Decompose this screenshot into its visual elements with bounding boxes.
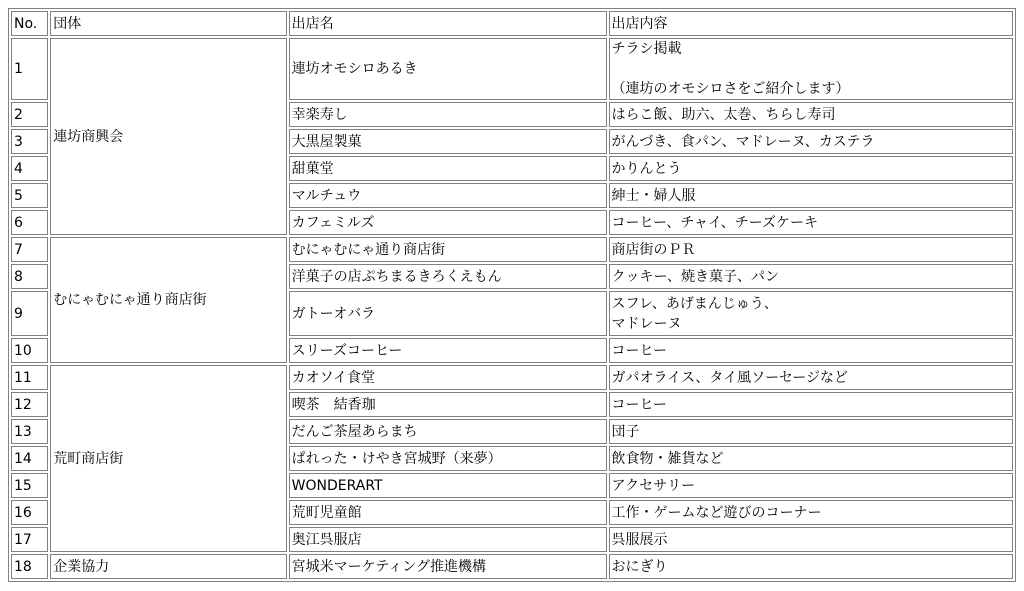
- row-number: 14: [11, 446, 48, 471]
- table-header-row: [11, 11, 1013, 36]
- row-number: 18: [11, 554, 48, 579]
- page: [8, 8, 1016, 582]
- content-line: チラシ掲載: [611, 41, 682, 57]
- group-name: 企業協力: [50, 554, 286, 579]
- shop-content: がんづき、食パン、マドレーヌ、カステラ: [609, 129, 1013, 154]
- shop-content: [609, 38, 1013, 100]
- shop-content: かりんとう: [609, 156, 1013, 181]
- row-number: 11: [11, 365, 48, 390]
- row-number: 1: [11, 38, 48, 100]
- shop-name: むにゃむにゃ通り商店街: [289, 237, 607, 262]
- shop-content: おにぎり: [609, 554, 1013, 579]
- group-name: 荒町商店街: [50, 365, 286, 552]
- row-number: 5: [11, 183, 48, 208]
- shop-table: [8, 8, 1016, 582]
- shop-name: 宮城米マーケティング推進機構: [289, 554, 607, 579]
- row-number: 2: [11, 102, 48, 127]
- shop-name: 荒町児童館: [289, 500, 607, 525]
- shop-content: コーヒー、チャイ、チーズケーキ: [609, 210, 1013, 235]
- row-number: 10: [11, 338, 48, 363]
- row-number: 3: [11, 129, 48, 154]
- header-content: 出店内容: [609, 11, 1013, 36]
- shop-content: 団子: [609, 419, 1013, 444]
- content-line: スフレ、あげまんじゅう、: [611, 295, 778, 312]
- shop-content: 商店街のＰＲ: [609, 237, 1013, 262]
- row-number: 16: [11, 500, 48, 525]
- content-line: （連坊のオモシロさをご紹介します）: [611, 81, 850, 97]
- group-name: むにゃむにゃ通り商店街: [50, 237, 286, 363]
- content-line: マドレーヌ: [611, 315, 682, 332]
- row-number: 12: [11, 392, 48, 417]
- row-number: 17: [11, 527, 48, 552]
- table-row: [11, 38, 1013, 100]
- table-row: [11, 365, 1013, 390]
- shop-name: 喫茶 結香珈: [289, 392, 607, 417]
- shop-content: アクセサリー: [609, 473, 1013, 498]
- shop-name: 洋菓子の店ぷちまるきろくえもん: [289, 264, 607, 289]
- row-number: 7: [11, 237, 48, 262]
- shop-name: カフェミルズ: [289, 210, 607, 235]
- row-number: 13: [11, 419, 48, 444]
- shop-name: 連坊オモシロあるき: [289, 38, 607, 100]
- header-no: No.: [11, 11, 48, 36]
- group-name: 連坊商興会: [50, 38, 286, 235]
- shop-name: カオソイ食堂: [289, 365, 607, 390]
- table-row: [11, 237, 1013, 262]
- shop-name: 奥江呉服店: [289, 527, 607, 552]
- row-number: 8: [11, 264, 48, 289]
- row-number: 4: [11, 156, 48, 181]
- shop-content: [609, 291, 1013, 336]
- content-line: [612, 59, 1010, 79]
- row-number: 15: [11, 473, 48, 498]
- shop-content: クッキー、焼き菓子、パン: [609, 264, 1013, 289]
- row-number: 9: [11, 291, 48, 336]
- shop-name: WONDERART: [289, 473, 607, 498]
- shop-content: 工作・ゲームなど遊びのコーナー: [609, 500, 1013, 525]
- shop-content: はらこ飯、助六、太巻、ちらし寿司: [609, 102, 1013, 127]
- shop-name: だんご茶屋あらまち: [289, 419, 607, 444]
- shop-content: 紳士・婦人服: [609, 183, 1013, 208]
- header-shop: 出店名: [289, 11, 607, 36]
- shop-name: スリーズコーヒー: [289, 338, 607, 363]
- shop-content: コーヒー: [609, 338, 1013, 363]
- shop-content: 飲食物・雑貨など: [609, 446, 1013, 471]
- shop-content: コーヒー: [609, 392, 1013, 417]
- shop-name: マルチュウ: [289, 183, 607, 208]
- shop-name: ぱれった・けやき宮城野（来夢）: [289, 446, 607, 471]
- shop-content: 呉服展示: [609, 527, 1013, 552]
- shop-name: 幸楽寿し: [289, 102, 607, 127]
- shop-name: ガトーオバラ: [289, 291, 607, 336]
- shop-content: ガパオライス、タイ風ソーセージなど: [609, 365, 1013, 390]
- header-group: 団体: [50, 11, 286, 36]
- table-row: [11, 554, 1013, 579]
- row-number: 6: [11, 210, 48, 235]
- shop-name: 大黒屋製菓: [289, 129, 607, 154]
- shop-name: 甜菓堂: [289, 156, 607, 181]
